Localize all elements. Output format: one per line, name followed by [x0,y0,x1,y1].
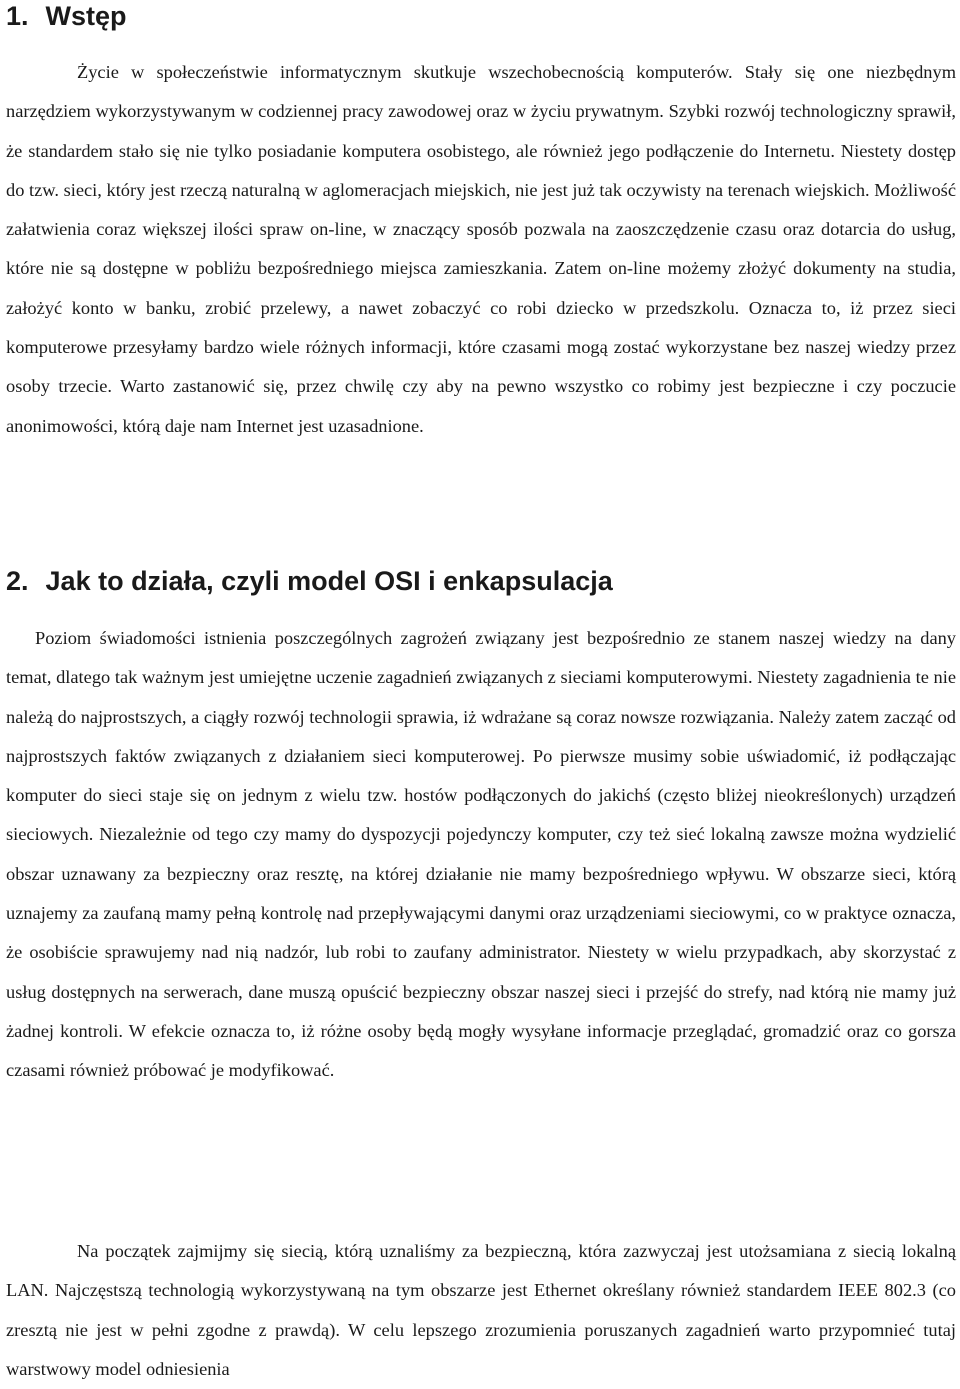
section-2-heading [6,565,613,597]
section-2-paragraph-2: Na początek zajmijmy się siecią, którą uznaliśmy za bezpieczną, która zazwyczaj jest utożsamiana z siecią lokalną LAN. Najczęstszą technologią wykorzystywaną na tym obszarze jest Ethernet określany również standardem IEEE 802.3 (co zresztą nie jest w pełni zgodne z prawdą). W celu lepszego zrozumienia poruszanych zagadnień warto przypomnieć tutaj warstwowy model odniesienia [6,1241,956,1379]
section-2-paragraph-1: Poziom świadomości istnienia poszczególnych zagrożeń związany jest bezpośrednio ze stanem naszej wiedzy na dany temat, dlatego tak ważnym jest umiejętne uczenie zagadnień związanych z sieciami komputerowymi. Niestety zagadnienia te nie należą do najprostszych, a ciągły rozwój technologii sprawia, iż wdrażane są coraz nowsze rozwiązania. Należy zatem zacząć od najprostszych faktów związanych z działaniem sieci komputerowej. Po pierwsze musimy sobie uświadomić, iż podłączając komputer do sieci staje się on jednym z wielu tzw. hostów podłączonych do jakichś (często bliżej nieokreślonych) urządzeń sieciowych. Niezależnie od tego czy mamy do dyspozycji pojedynczy komputer, czy też sieć lokalną zawsze można wydzielić obszar uznawany za bezpieczny oraz resztę, na której działanie nie mamy bezpośredniego wpływu. W obszarze sieci, którą uznajemy za zaufaną mamy pełną kontrolę nad przepływającymi danymi oraz urządzeniami sieciowymi, co w praktyce oznacza, że osobiście sprawujemy nad nią nadzór, lub robi to zaufany administrator. Niestety w wielu przypadkach, aby skorzystać z usług dostępnych na serwerach, dane muszą opuścić bezpieczny obszar naszej sieci i przejść do strefy, nad którą nie mamy już żadnej kontroli. W efekcie oznacza to, iż różne osoby będą mogły wysyłane informacje przeglądać, gromadzić oraz co gorsza czasami również próbować je modyfikować. [6,628,956,1081]
section-1-number: 1. [6,1,29,31]
section-1-heading [6,0,127,32]
section-2-title: Jak to działa, czyli model OSI i enkapsulacja [45,566,613,596]
section-1-paragraph: Życie w społeczeństwie informatycznym skutkuje wszechobecnością komputerów. Stały się one niezbędnym narzędziem wykorzystywanym w codziennej pracy zawodowej oraz w życiu prywatnym. Szybki rozwój technologiczny sprawił, że standardem stało się nie tylko posiadanie komputera osobistego, ale również jego podłączenie do Internetu. Niestety dostęp do tzw. sieci, który jest rzeczą naturalną w aglomeracjach miejskich, nie jest już tak oczywisty na terenach wiejskich. Możliwość załatwienia coraz większej ilości spraw on-line, w znaczący sposób pozwala na zaoszczędzenie czasu oraz dotarcia do usług, które nie są dostępne w pobliżu bezpośredniego miejsca zamieszkania. Zatem on-line możemy złożyć dokumenty na studia, założyć konto w banku, zrobić przelewy, a nawet zobaczyć co robi dziecko w przedszkolu. Oznacza to, iż przez sieci komputerowe przesyłamy bardzo wiele różnych informacji, które czasami mogą zostać wykorzystane bez naszej wiedzy przez osoby trzecie. Warto zastanowić się, przez chwilę czy aby na pewno wszystko co robimy jest bezpieczne i czy poczucie anonimowości, którą daje nam Internet jest uzasadnione. [6,62,956,436]
section-1-title: Wstęp [45,1,127,31]
section-2-number: 2. [6,566,29,596]
